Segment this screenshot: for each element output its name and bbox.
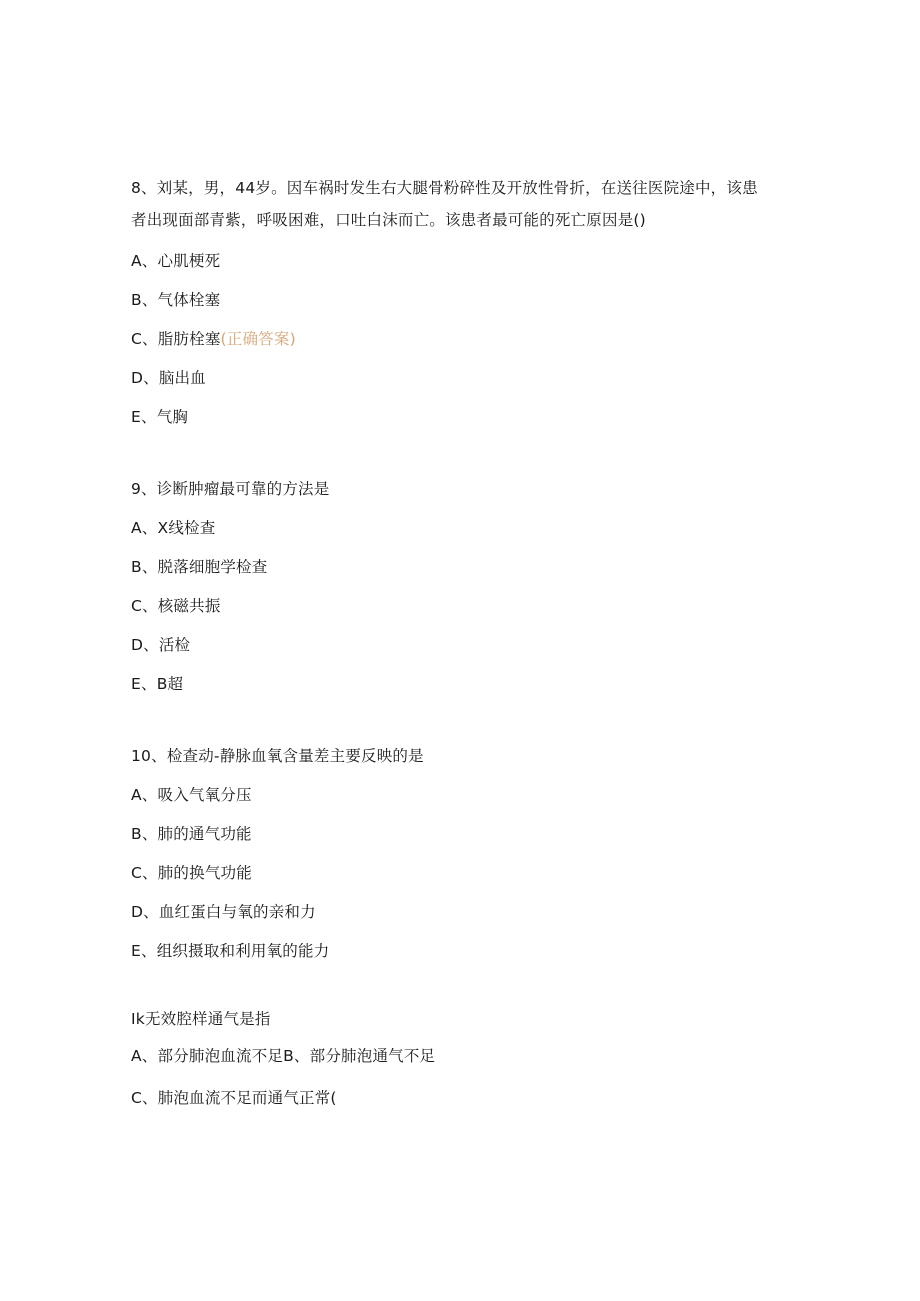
- question-10-option-d: D、血红蛋白与氧的亲和力: [131, 903, 316, 921]
- question-8-stem-line-2: 者出现面部青紫，呼吸困难，口吐白沫而亡。该患者最可能的死亡原因是(): [131, 211, 646, 229]
- question-9-option-e: E、B超: [131, 675, 184, 693]
- question-10-stem: 10、检查动-静脉血氧含量差主要反映的是: [131, 747, 424, 765]
- question-11-option-c: C、肺泡血流不足而通气正常(: [131, 1089, 337, 1107]
- question-8-option-c-text: C、脂肪栓塞: [131, 330, 221, 348]
- question-8-option-c: [131, 329, 296, 349]
- question-11-stem: Ik无效腔样通气是指: [131, 1010, 271, 1028]
- question-9-stem: 9、诊断肿瘤最可靠的方法是: [131, 480, 330, 498]
- question-10-option-a: A、吸入气氧分压: [131, 786, 252, 804]
- question-8-option-a: A、心肌梗死: [131, 252, 221, 270]
- question-10-option-c: C、肺的换气功能: [131, 864, 252, 882]
- question-11-option-a-b: A、部分肺泡血流不足B、部分肺泡通气不足: [131, 1047, 436, 1065]
- question-10-option-b: B、肺的通气功能: [131, 825, 252, 843]
- question-9-option-c: C、核磁共振: [131, 597, 221, 615]
- correct-answer-tag: (正确答案): [220, 330, 296, 348]
- question-9-option-a: A、X线检查: [131, 519, 216, 537]
- question-8-option-b: B、气体栓塞: [131, 291, 221, 309]
- question-10-option-e: E、组织摄取和利用氧的能力: [131, 942, 330, 960]
- question-8-option-d: D、脑出血: [131, 369, 206, 387]
- question-9-option-b: B、脱落细胞学检查: [131, 558, 268, 576]
- question-8-option-e: E、气胸: [131, 408, 189, 426]
- question-9-option-d: D、活检: [131, 636, 191, 654]
- question-8-stem-line-1: 8、刘某，男，44岁。因车祸时发生右大腿骨粉碎性及开放性骨折，在送往医院途中，该患: [131, 179, 758, 197]
